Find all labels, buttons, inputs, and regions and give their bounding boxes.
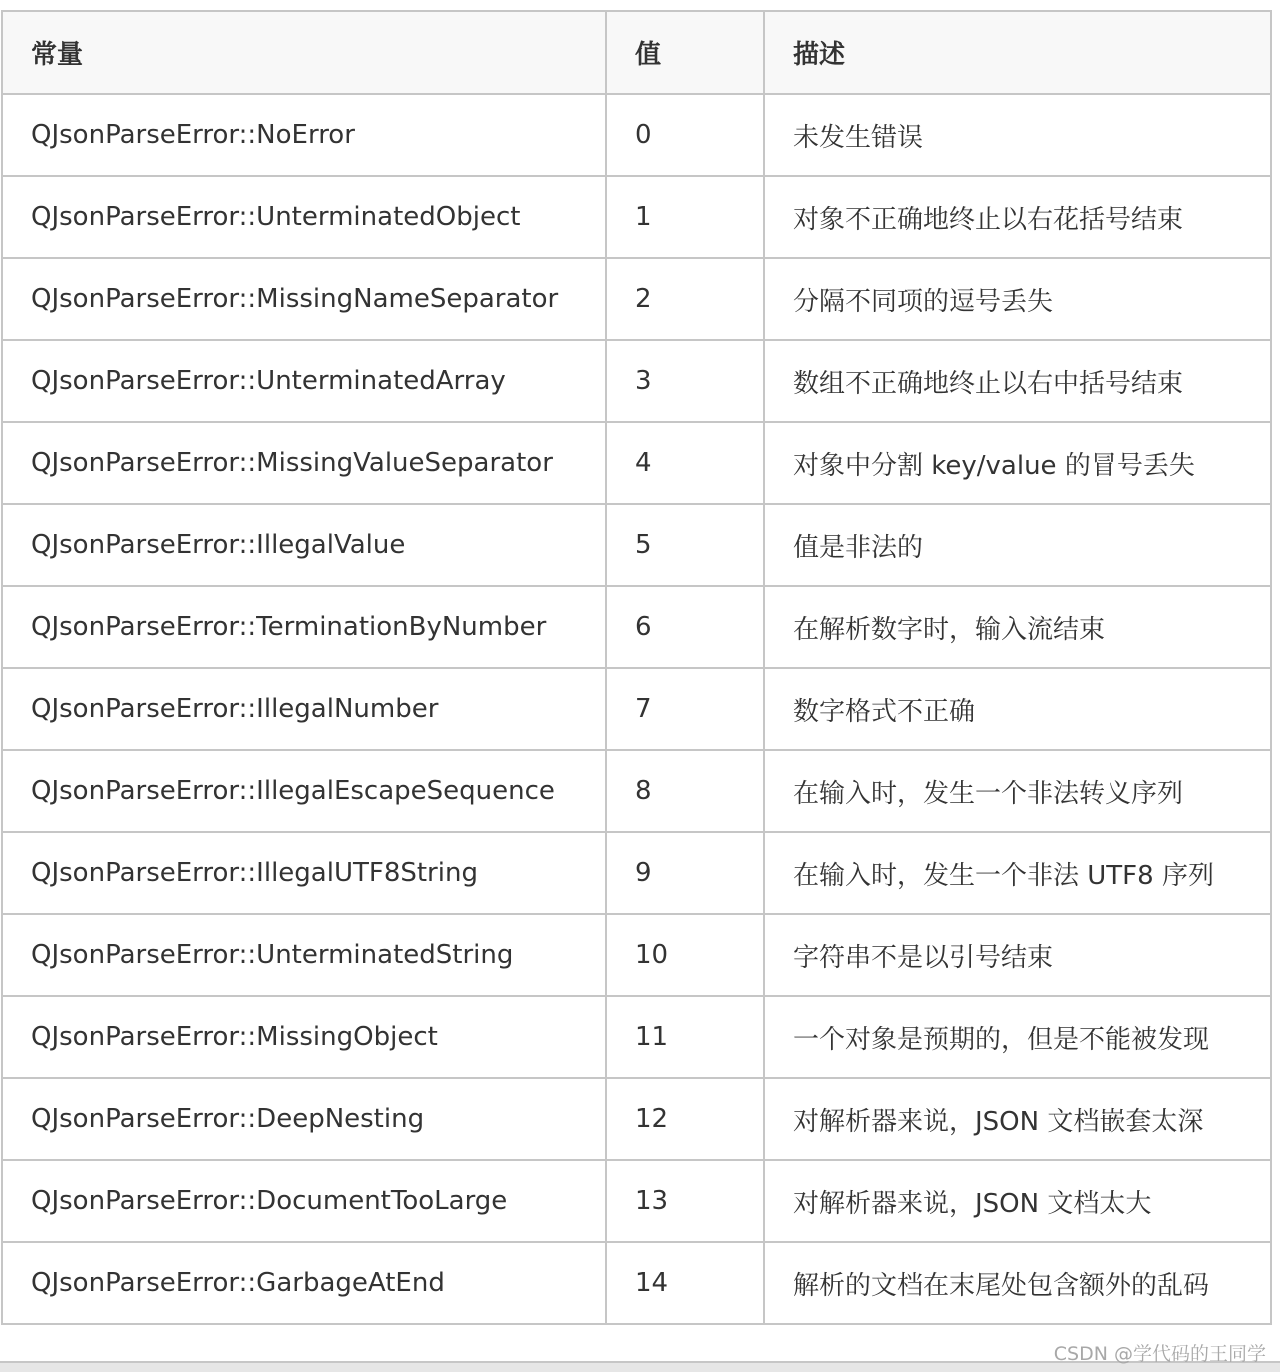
table-row (2, 504, 1271, 586)
value-cell: 1 (606, 176, 764, 258)
value-cell: 9 (606, 832, 764, 914)
description-cell: 数组不正确地终止以右中括号结束 (764, 340, 1271, 422)
value-cell: 7 (606, 668, 764, 750)
value-cell: 6 (606, 586, 764, 668)
constant-cell: QJsonParseError::IllegalNumber (2, 668, 606, 750)
table-row (2, 422, 1271, 504)
description-cell: 对解析器来说，JSON 文档太大 (764, 1160, 1271, 1242)
value-cell: 4 (606, 422, 764, 504)
description-cell: 在输入时，发生一个非法转义序列 (764, 750, 1271, 832)
constant-cell: QJsonParseError::IllegalUTF8String (2, 832, 606, 914)
constant-cell: QJsonParseError::MissingObject (2, 996, 606, 1078)
description-cell: 值是非法的 (764, 504, 1271, 586)
value-cell: 8 (606, 750, 764, 832)
table-row (2, 832, 1271, 914)
value-cell: 10 (606, 914, 764, 996)
error-constants-table (1, 10, 1272, 1325)
constant-cell: QJsonParseError::IllegalValue (2, 504, 606, 586)
table-row (2, 94, 1271, 176)
description-cell: 对象不正确地终止以右花括号结束 (764, 176, 1271, 258)
table-row (2, 914, 1271, 996)
table-row (2, 176, 1271, 258)
constant-cell: QJsonParseError::NoError (2, 94, 606, 176)
table-row (2, 750, 1271, 832)
description-cell: 在输入时，发生一个非法 UTF8 序列 (764, 832, 1271, 914)
table-row (2, 1160, 1271, 1242)
constant-cell: QJsonParseError::DocumentTooLarge (2, 1160, 606, 1242)
description-cell: 数字格式不正确 (764, 668, 1271, 750)
table-row (2, 340, 1271, 422)
description-cell: 一个对象是预期的，但是不能被发现 (764, 996, 1271, 1078)
value-cell: 5 (606, 504, 764, 586)
header-row (2, 11, 1271, 94)
description-cell: 未发生错误 (764, 94, 1271, 176)
value-cell: 11 (606, 996, 764, 1078)
description-cell: 字符串不是以引号结束 (764, 914, 1271, 996)
watermark: CSDN @学代码的王同学 (1053, 1343, 1266, 1365)
table-row (2, 668, 1271, 750)
description-cell: 分隔不同项的逗号丢失 (764, 258, 1271, 340)
table-row (2, 258, 1271, 340)
constant-cell: QJsonParseError::GarbageAtEnd (2, 1242, 606, 1324)
constant-cell: QJsonParseError::UnterminatedArray (2, 340, 606, 422)
description-cell: 对象中分割 key/value 的冒号丢失 (764, 422, 1271, 504)
constant-cell: QJsonParseError::UnterminatedObject (2, 176, 606, 258)
value-cell: 12 (606, 1078, 764, 1160)
header-description: 描述 (764, 11, 1271, 94)
table-row (2, 1078, 1271, 1160)
description-cell: 对解析器来说，JSON 文档嵌套太深 (764, 1078, 1271, 1160)
value-cell: 2 (606, 258, 764, 340)
table-row (2, 996, 1271, 1078)
constant-cell: QJsonParseError::UnterminatedString (2, 914, 606, 996)
table-row (2, 1242, 1271, 1324)
value-cell: 3 (606, 340, 764, 422)
description-cell: 解析的文档在末尾处包含额外的乱码 (764, 1242, 1271, 1324)
value-cell: 14 (606, 1242, 764, 1324)
constant-cell: QJsonParseError::IllegalEscapeSequence (2, 750, 606, 832)
description-cell: 在解析数字时，输入流结束 (764, 586, 1271, 668)
value-cell: 0 (606, 94, 764, 176)
constant-cell: QJsonParseError::DeepNesting (2, 1078, 606, 1160)
constant-cell: QJsonParseError::MissingNameSeparator (2, 258, 606, 340)
table-row (2, 586, 1271, 668)
value-cell: 13 (606, 1160, 764, 1242)
constant-cell: QJsonParseError::MissingValueSeparator (2, 422, 606, 504)
header-value: 值 (606, 11, 764, 94)
header-constant: 常量 (2, 11, 606, 94)
constant-cell: QJsonParseError::TerminationByNumber (2, 586, 606, 668)
